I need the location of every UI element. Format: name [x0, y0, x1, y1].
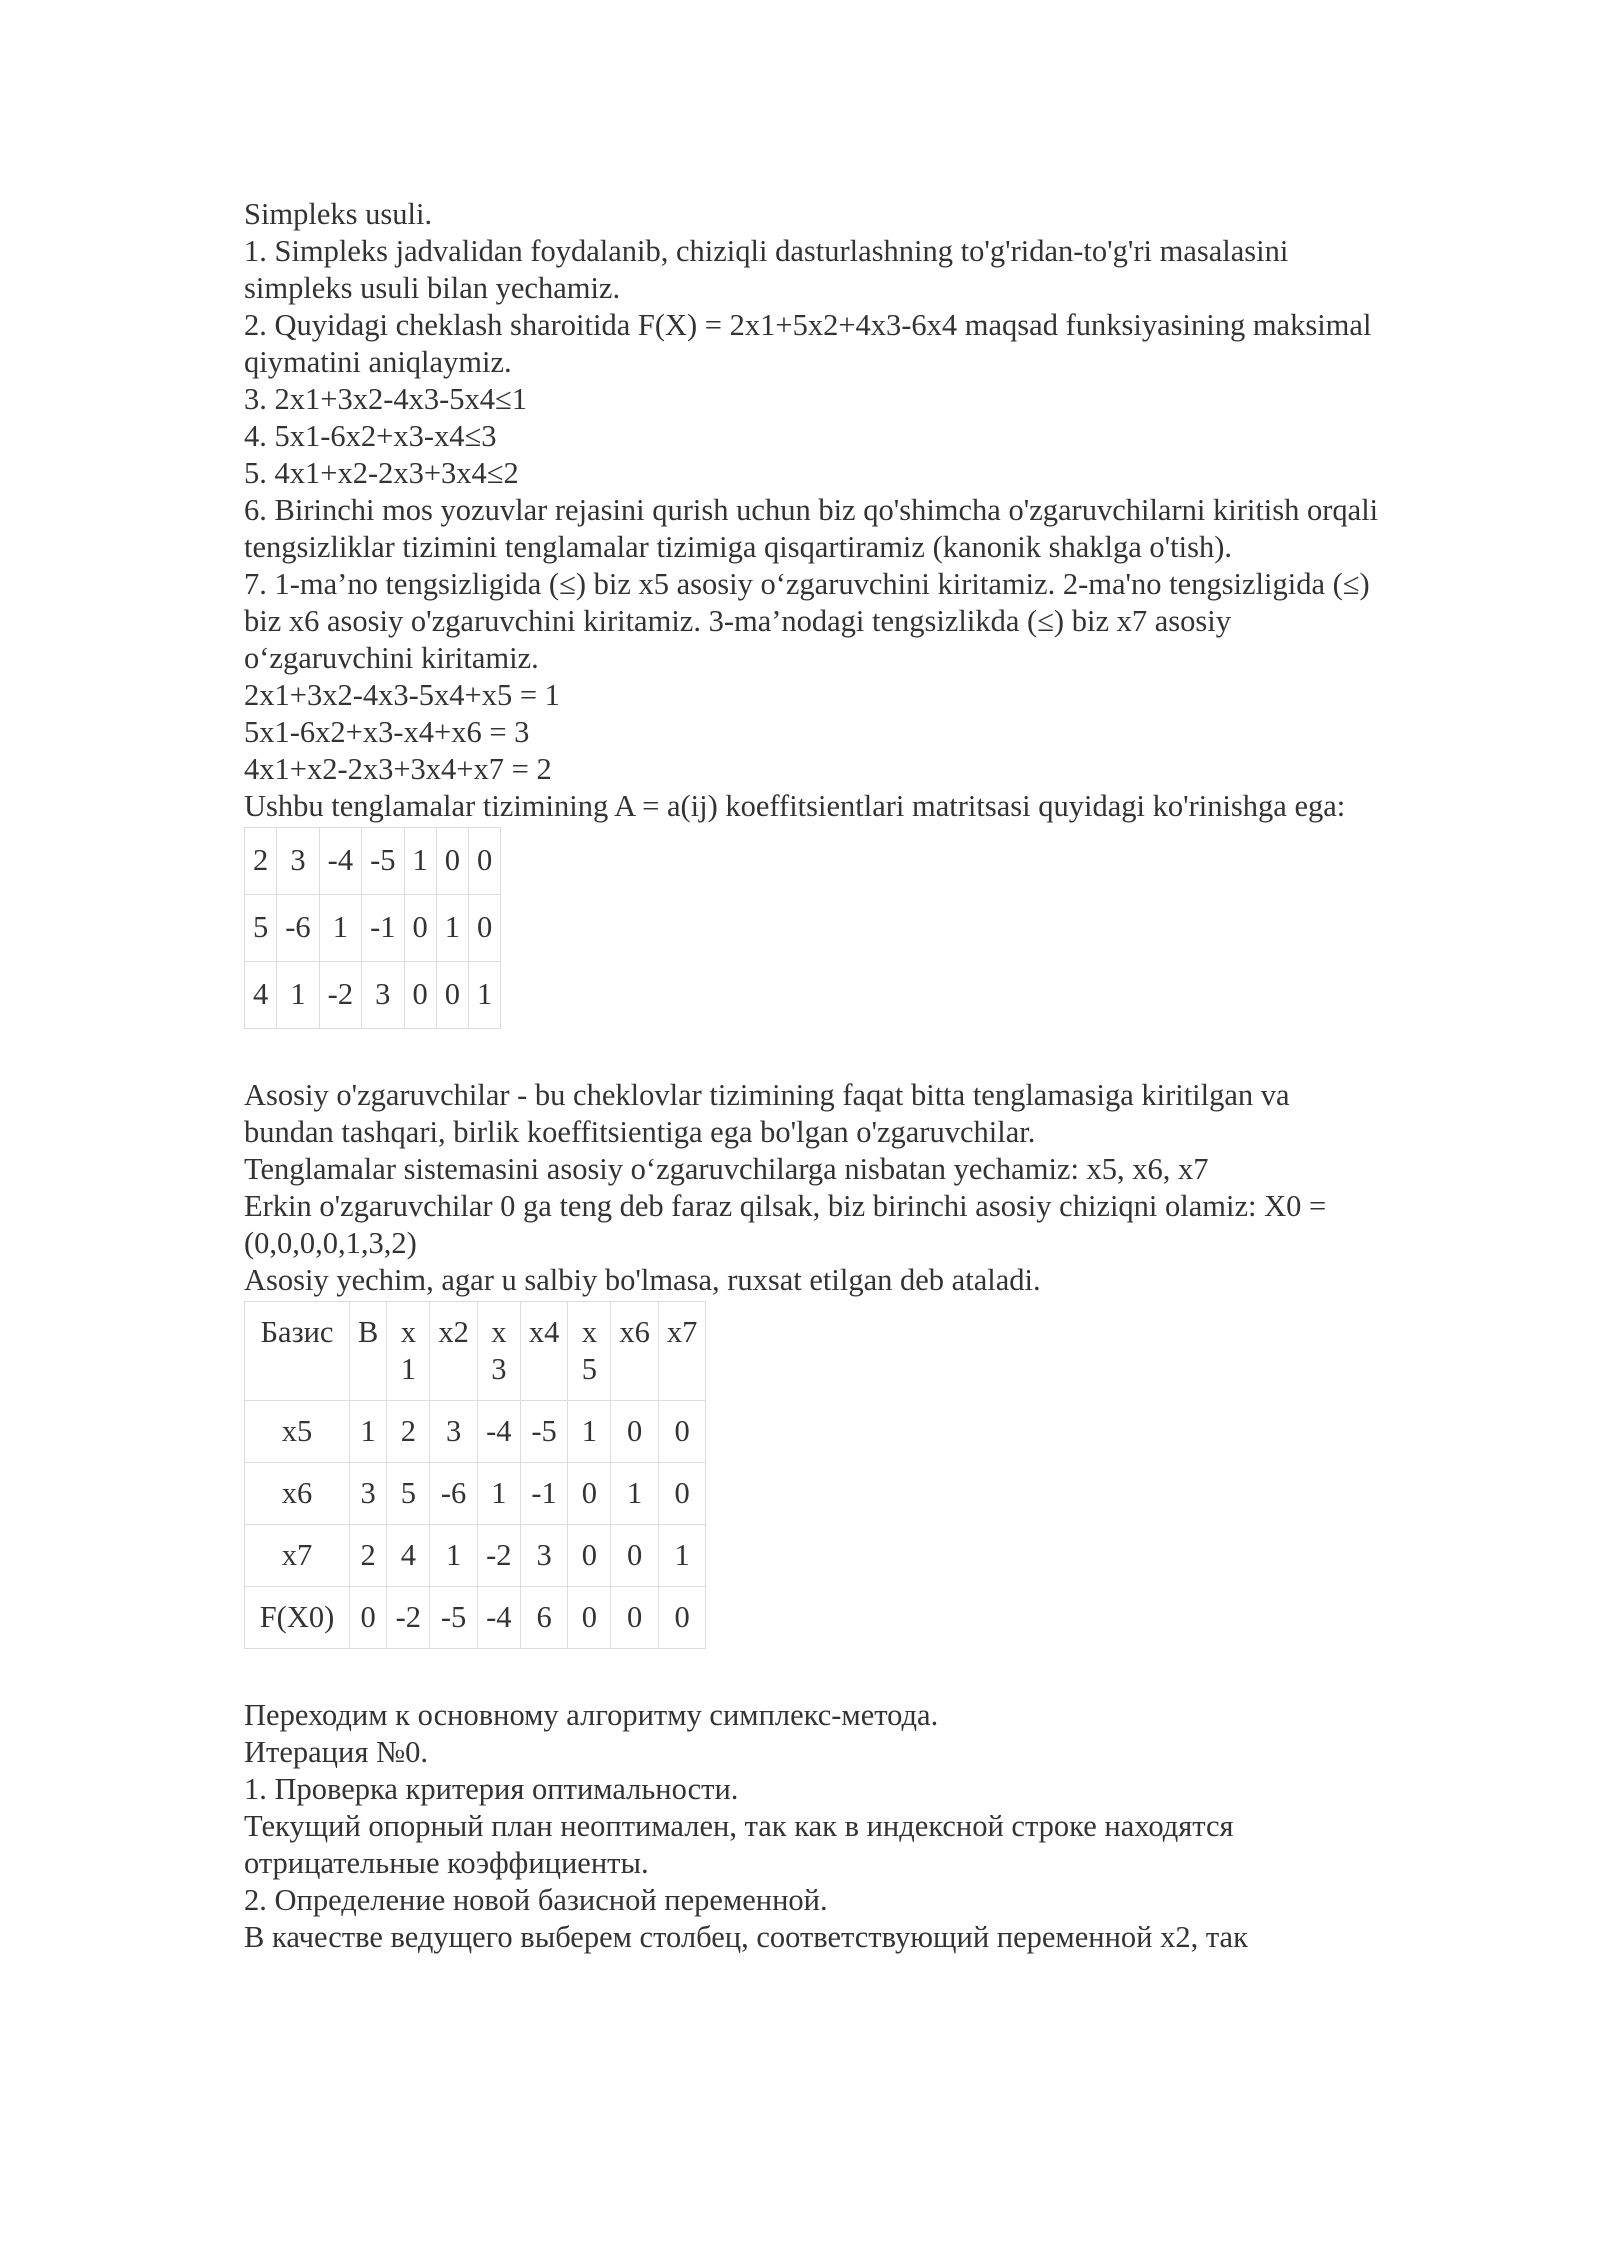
step-1-paragraph: 1. Simpleks jadvalidan foydalanib, chiziqli dasturlashning to'g'ridan-to'g'ri masalasini simpleks usuli bilan yechamiz. — [244, 234, 1289, 305]
spacer — [244, 1029, 1384, 1077]
table-cell: -4 — [477, 1401, 520, 1463]
table-cell: 6 — [520, 1587, 568, 1649]
table-row — [245, 895, 501, 962]
matrix-cell: 0 — [469, 828, 501, 895]
table-row — [245, 1463, 706, 1525]
table-cell: -4 — [477, 1587, 520, 1649]
table-row-objective — [245, 1587, 706, 1649]
document-body — [244, 196, 1384, 1956]
matrix-cell: 0 — [469, 895, 501, 962]
column-header: x5 — [568, 1302, 611, 1401]
table-cell: 3 — [430, 1401, 478, 1463]
heading-simplex-method: Simpleks usuli. — [244, 197, 433, 231]
basic-variables-paragraph: Asosiy o'zgaruvchilar - bu cheklovlar tizimining faqat bitta tenglamasiga kiritilgan va bundan tashqari, birlik koeffitsientiga ega bo'lgan o'zgaruvchilar. — [244, 1078, 1290, 1149]
constraint-2: 4. 5x1-6x2+x3-x4≤3 — [244, 419, 497, 453]
table-row — [245, 1401, 706, 1463]
matrix-cell: -6 — [277, 895, 319, 962]
table-cell: 0 — [658, 1463, 706, 1525]
table-row — [245, 1525, 706, 1587]
table-cell: 5 — [387, 1463, 430, 1525]
constraint-3: 5. 4x1+x2-2x3+3x4≤2 — [244, 456, 519, 490]
table-cell: -2 — [477, 1525, 520, 1587]
table-cell: 0 — [611, 1401, 659, 1463]
equation-1: 2x1+3x2-4x3-5x4+x5 = 1 — [244, 678, 560, 712]
matrix-cell: -1 — [362, 895, 404, 962]
table-cell: F(X0) — [245, 1587, 350, 1649]
table-cell: -2 — [387, 1587, 430, 1649]
table-cell: 0 — [658, 1587, 706, 1649]
coefficient-matrix-table — [244, 827, 501, 1029]
pivot-column-paragraph: В качестве ведущего выберем столбец, соответствующий переменной x2, так — [244, 1920, 1248, 1954]
simplex-table — [244, 1301, 706, 1649]
table-cell: 2 — [387, 1401, 430, 1463]
matrix-cell: 2 — [245, 828, 277, 895]
step-7-paragraph: 7. 1-ma’no tengsizligida (≤) biz x5 asosiy o‘zgaruvchini kiritamiz. 2-ma'no tengsizligida (≤) biz x6 asosiy o'zgaruvchini kiritamiz. 3-ma’nodagi tengsizlikda (≤) biz x7 asosiy o‘zgaruvchini kiritamiz. — [244, 567, 1370, 675]
column-header: x1 — [387, 1302, 430, 1401]
table-cell: 0 — [568, 1587, 611, 1649]
matrix-cell: 5 — [245, 895, 277, 962]
table-cell: 0 — [568, 1463, 611, 1525]
solve-basic-paragraph: Tenglamalar sistemasini asosiy o‘zgaruvchilarga nisbatan yechamiz: x5, x6, x7 — [244, 1152, 1209, 1186]
column-header: x6 — [611, 1302, 659, 1401]
table-cell: x7 — [245, 1525, 350, 1587]
matrix-cell: 3 — [362, 962, 404, 1029]
table-cell: 0 — [350, 1587, 387, 1649]
table-cell: 1 — [350, 1401, 387, 1463]
table-cell: x6 — [245, 1463, 350, 1525]
table-row — [245, 828, 501, 895]
matrix-cell: 4 — [245, 962, 277, 1029]
constraint-1: 3. 2x1+3x2-4x3-5x4≤1 — [244, 382, 528, 416]
matrix-cell: 1 — [469, 962, 501, 1029]
table-cell: 4 — [387, 1525, 430, 1587]
table-cell: 1 — [658, 1525, 706, 1587]
step-2-paragraph: 2. Quyidagi cheklash sharoitida F(X) = 2x1+5x2+4x3-6x4 maqsad funksiyasining maksimal qiymatini aniqlaymiz. — [244, 308, 1372, 379]
matrix-cell: 0 — [404, 895, 436, 962]
optimality-check-heading: 1. Проверка критерия оптимальности. — [244, 1772, 739, 1806]
iteration-label: Итерация №0. — [244, 1735, 428, 1769]
matrix-cell: 1 — [319, 895, 361, 962]
matrix-cell: -4 — [319, 828, 361, 895]
feasible-solution-paragraph: Asosiy yechim, agar u salbiy bo'lmasa, ruxsat etilgan deb ataladi. — [244, 1263, 1041, 1297]
matrix-cell: 1 — [436, 895, 468, 962]
table-cell: 0 — [568, 1525, 611, 1587]
table-cell: -5 — [430, 1587, 478, 1649]
step-6-paragraph: 6. Birinchi mos yozuvlar rejasini qurish uchun biz qo'shimcha o'zgaruvchilarni kiritish orqali tengsizliklar tizimini tenglamalar tizimiga qisqartiramiz (kanonik shaklga o'tish). — [244, 493, 1379, 564]
table-cell: -5 — [520, 1401, 568, 1463]
optimality-check-paragraph: Текущий опорный план неоптимален, так как в индексной строке находятся отрицательные коэффициенты. — [244, 1809, 1234, 1880]
column-header: x7 — [658, 1302, 706, 1401]
table-cell: 0 — [658, 1401, 706, 1463]
algorithm-intro: Переходим к основному алгоритму симплекс-метода. — [244, 1698, 939, 1732]
new-basic-variable-heading: 2. Определение новой базисной переменной. — [244, 1883, 828, 1917]
matrix-cell: 1 — [404, 828, 436, 895]
table-cell: 1 — [568, 1401, 611, 1463]
matrix-cell: 0 — [436, 828, 468, 895]
free-variables-paragraph: Erkin o'zgaruvchilar 0 ga teng deb faraz qilsak, biz birinchi asosiy chiziqni olamiz: X0 = (0,0,0,0,1,3,2) — [244, 1189, 1327, 1260]
table-cell: 2 — [350, 1525, 387, 1587]
matrix-cell: 3 — [277, 828, 319, 895]
column-header: B — [350, 1302, 387, 1401]
table-cell: -6 — [430, 1463, 478, 1525]
table-cell: -1 — [520, 1463, 568, 1525]
table-cell: 1 — [477, 1463, 520, 1525]
equation-3: 4x1+x2-2x3+3x4+x7 = 2 — [244, 752, 552, 786]
matrix-cell: -2 — [319, 962, 361, 1029]
column-header: x2 — [430, 1302, 478, 1401]
matrix-intro-paragraph: Ushbu tenglamalar tizimining A = a(ij) koeffitsientlari matritsasi quyidagi ko'rinishga ega: — [244, 789, 1346, 823]
table-cell: 3 — [350, 1463, 387, 1525]
equation-2: 5x1-6x2+x3-x4+x6 = 3 — [244, 715, 530, 749]
table-cell: 1 — [611, 1463, 659, 1525]
table-cell: 1 — [430, 1525, 478, 1587]
table-cell: x5 — [245, 1401, 350, 1463]
column-header: x3 — [477, 1302, 520, 1401]
matrix-cell: 0 — [436, 962, 468, 1029]
table-cell: 0 — [611, 1525, 659, 1587]
matrix-cell: -5 — [362, 828, 404, 895]
spacer — [244, 1649, 1384, 1697]
table-header-row — [245, 1302, 706, 1401]
matrix-cell: 0 — [404, 962, 436, 1029]
matrix-cell: 1 — [277, 962, 319, 1029]
table-row — [245, 962, 501, 1029]
table-cell: 3 — [520, 1525, 568, 1587]
column-header: Базис — [245, 1302, 350, 1401]
column-header: x4 — [520, 1302, 568, 1401]
table-cell: 0 — [611, 1587, 659, 1649]
